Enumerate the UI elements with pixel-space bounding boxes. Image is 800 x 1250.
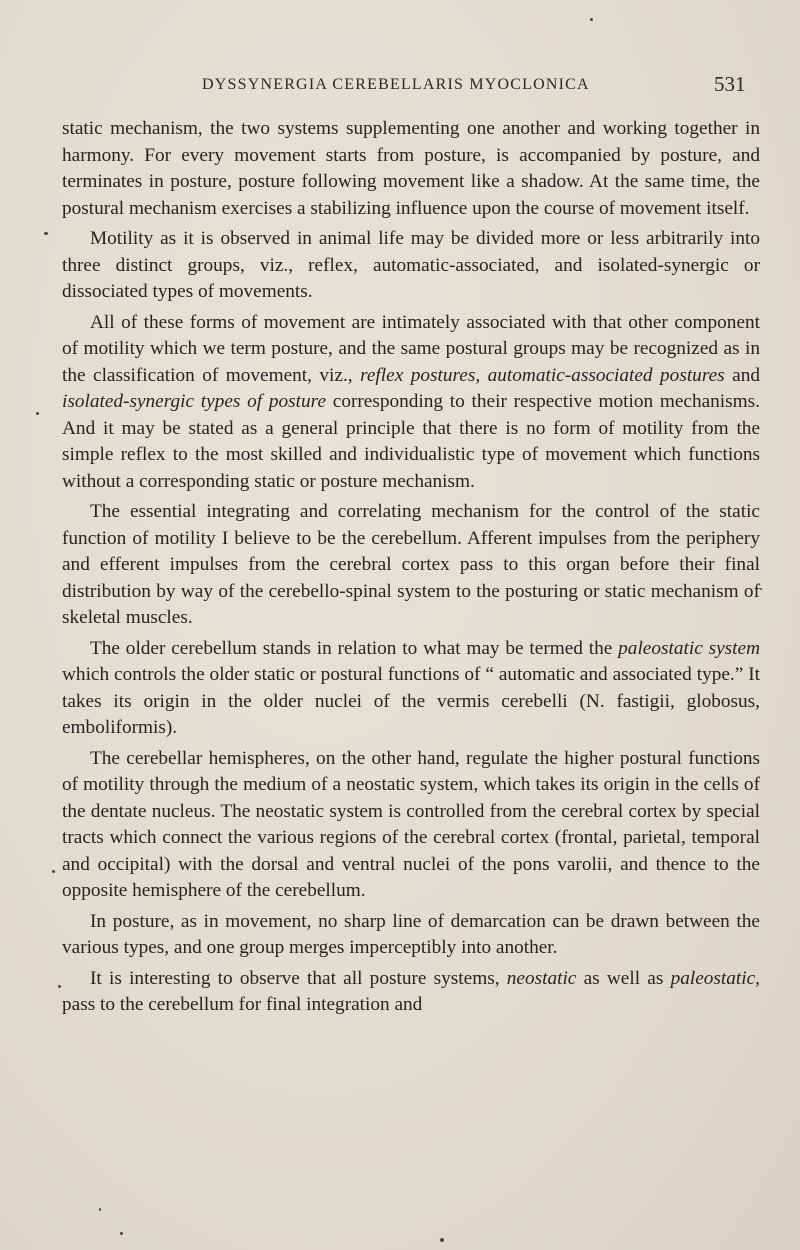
running-title: DYSSYNERGIA CEREBELLARIS MYOCLONICA	[202, 76, 590, 93]
text-run: The cerebellar hemispheres, on the other hand, regulate the higher postural functions of motility through the medium of a neostatic system, which takes its origin in the cells of the dentate nucleus. The neostatic system is controlled from the cerebral cortex by special tracts which connect the various regions of the cerebral cortex (frontal, parietal, temporal and occipital) with the dorsal and ventral nuclei of the pons varolii, and thence to the opposite hemisphere of the cerebellum.	[62, 747, 760, 901]
italic-term: paleostatic,	[670, 967, 760, 989]
italic-term: reflex postures,	[360, 364, 481, 386]
text-run: as well as	[576, 967, 671, 989]
text-run: The essential integrating and correlating mechanism for the control of the static function of motility I believe to be the cerebellum. Afferent impulses from the periphery and efferent impulses from the cerebral cortex pass to this organ before their final distribution by way of the cerebello-spinal system to the posturing or static mechanism of skeletal muscles.	[62, 501, 760, 628]
paper-speck	[120, 1232, 123, 1235]
paper-speck	[590, 18, 593, 21]
text-run: corresponding to their respective motion mechanisms. And it may be stated as a general principle that there is no form of motility from the simple reflex to the most skilled and individualistic type of movement which functions without a corresponding static or posture mechanism.	[62, 391, 760, 492]
paragraph-posture-systems	[62, 966, 760, 1019]
paper-speck	[36, 412, 39, 415]
paragraph-postural-mechanism	[62, 116, 760, 222]
text-run: It is interesting to observe that all posture systems,	[90, 967, 507, 989]
text-run: In posture, as in movement, no sharp line of demarcation can be drawn between the various types, and one group merges imperceptibly into another.	[62, 910, 760, 958]
page-number: 531	[714, 72, 746, 96]
italic-term: isolated-synergic types of posture	[62, 391, 327, 412]
paragraph-cerebellum-integration	[62, 499, 760, 632]
paragraph-paleostatic-system	[62, 636, 760, 742]
text-run: The older cerebellum stands in relation to what may be termed the	[90, 637, 619, 659]
paper-speck	[44, 232, 48, 235]
paragraph-posture-forms	[62, 310, 760, 496]
text-run: and	[724, 364, 760, 386]
italic-term: neostatic	[506, 967, 577, 989]
text-run: which controls the older static or postural functions of “ automatic and associated type.” It takes its origin in the older nuclei of the vermis cerebelli (N. fastigii, globosus, emboliformis).	[62, 664, 760, 738]
text-run: static mechanism, the two systems supplementing one another and working together in harmony. For every movement starts from posture, is accompanied by posture, and terminates in posture, posture following movement like a shadow. At the same time, the postural mechanism exercises a stabilizing influence upon the course of movement itself.	[62, 118, 760, 219]
running-head	[0, 72, 800, 100]
text-run: Motility as it is observed in animal life may be divided more or less arbitrarily into three distinct groups, viz., reflex, automatic-associated, and isolated-synergic or dissociated types of movements.	[62, 228, 760, 302]
paper-speck	[58, 985, 61, 988]
text-run: All of these forms of movement are intimately associated with that other component of motility which we term posture, and the same postural groups may be recognized as in the classification of movement, viz.,	[62, 311, 760, 386]
paper-speck	[99, 1208, 101, 1211]
paragraph-neostatic-system	[62, 746, 760, 905]
paragraph-motility-groups	[62, 226, 760, 306]
text-run: pass to the cerebellum for final integration and	[62, 994, 423, 1015]
paper-speck	[52, 870, 55, 873]
body-text	[62, 116, 760, 1023]
italic-term: paleostatic system	[618, 637, 760, 659]
paragraph-demarcation	[62, 909, 760, 962]
paper-speck	[760, 588, 762, 590]
italic-term: automatic-associated postures	[487, 364, 725, 386]
paper-speck	[440, 1238, 444, 1242]
text-run	[480, 365, 487, 386]
